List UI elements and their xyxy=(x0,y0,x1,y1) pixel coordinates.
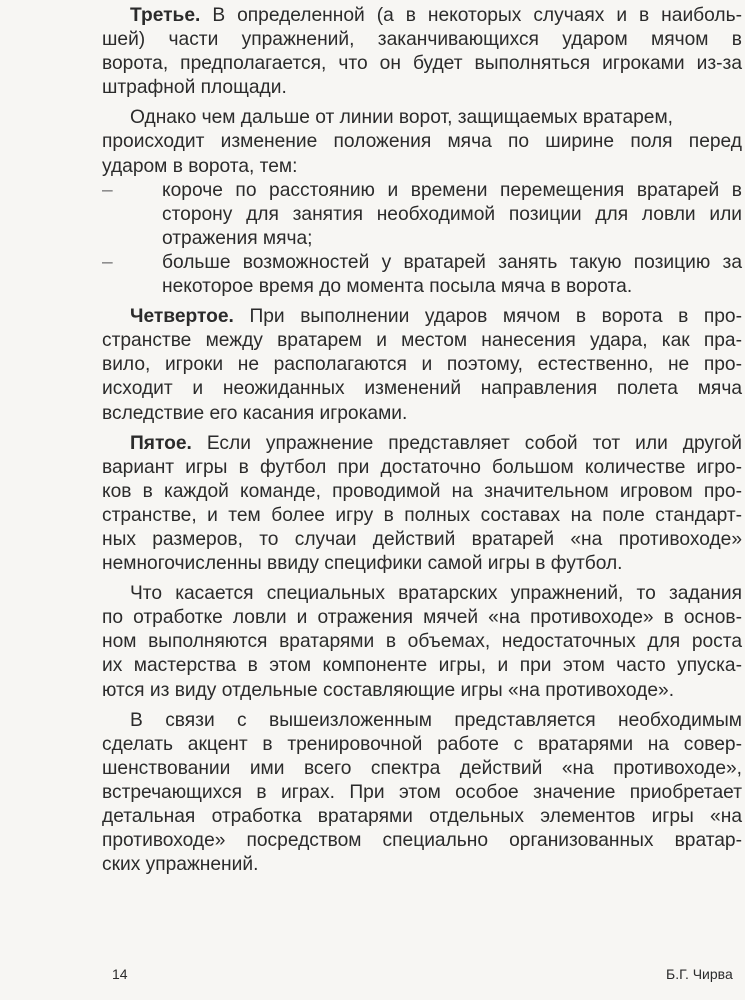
text-line: ков в каждой команде, проводимой на значительном игровом про- xyxy=(102,480,742,502)
text-line: больше возможностей у вратарей занять такую позицию за xyxy=(162,251,742,273)
text-line: ударом в ворота, тем: xyxy=(102,155,298,177)
text-line: ных размеров, то случаи действий вратарей «на противоходе» xyxy=(102,528,742,550)
text-line: сторону для занятия необходимой позиции для ловли или xyxy=(162,203,742,225)
paragraph-third xyxy=(102,4,742,100)
page-number: 14 xyxy=(112,966,128,982)
text-line: Что касается специальных вратарских упражнений, то задания xyxy=(130,583,742,605)
text-line: вследствие его касания игроками. xyxy=(102,402,408,424)
paragraph-lead: Четвертое. xyxy=(130,306,234,328)
dash-bullet: – xyxy=(102,179,113,201)
list-item xyxy=(102,179,742,251)
text-line: по отработке ловли и отражения мячей «на противоходе» в основ- xyxy=(102,607,742,629)
paragraph-however xyxy=(102,106,742,178)
text-line: странстве между вратарем и местом нанесения удара, как пра- xyxy=(102,330,742,352)
text-line: ются из виду отдельные составляющие игры «на противоходе». xyxy=(102,679,675,701)
text-line: В определенной (а в некоторых случаях и в наиболь- xyxy=(212,5,742,26)
text-line: шенствовании ими всего спектра действий «на противоходе», xyxy=(102,757,742,779)
text-line: противоходе» посредством специально организованных вратар- xyxy=(102,830,742,852)
text-line: вариант игры в футбол при достаточно большом количестве игро- xyxy=(102,456,742,478)
text-line: короче по расстоянию и времени перемещения вратарей в xyxy=(162,179,742,201)
text-line: происходит изменение положения мяча по ширине поля перед xyxy=(102,131,742,153)
text-line: исходит и неожиданных изменений направления полета мяча xyxy=(102,378,742,400)
text-line: детальная отработка вратарями отдельных элементов игры «на xyxy=(102,806,742,827)
text-line: некоторое время до момента посыла мяча в ворота. xyxy=(162,276,633,298)
text-line: Если упражнение представляет собой тот или другой xyxy=(206,432,742,454)
text-line: немногочисленны ввиду специфики самой игры в футбол. xyxy=(102,553,623,575)
paragraph-fifth xyxy=(102,432,742,577)
text-line: отражения мяча; xyxy=(162,227,313,249)
paragraph-special-exercises xyxy=(102,582,742,702)
text-line: Однако чем дальше от линии ворот, защищаемых вратарем, xyxy=(130,107,673,129)
text-line: сделать акцент в тренировочной работе с вратарями на совер- xyxy=(102,733,742,755)
paragraph-lead: Третье. xyxy=(130,5,201,26)
dash-bullet: – xyxy=(102,251,113,273)
text-line: шей) части упражнений, заканчивающихся ударом мячом в xyxy=(102,29,742,51)
text-line: встречающихся в играх. При этом особое значение приобретает xyxy=(102,781,742,803)
paragraph-lead: Пятое. xyxy=(130,432,192,454)
list-item xyxy=(102,251,742,299)
text-line: ворота, предполагается, что он будет выполняться игроками из-за xyxy=(102,53,742,75)
author-name: Б.Г. Чирва xyxy=(666,966,733,982)
text-line: вило, игроки не располагаются и поэтому, естественно, не про- xyxy=(102,354,742,376)
text-line: В связи с вышеизложенным представляется необходимым xyxy=(130,709,742,731)
text-line: штрафной площади. xyxy=(102,77,287,99)
paragraph-conclusion xyxy=(102,709,742,878)
text-line: При выполнении ударов мячом в ворота в про- xyxy=(249,306,742,328)
text-line: ских упражнений. xyxy=(102,854,259,876)
text-line: их мастерства в этом компоненте игры, и при этом часто упуска- xyxy=(102,655,742,677)
text-line: странстве, и тем более игру в полных составах на поле стандарт- xyxy=(102,504,742,526)
paragraph-fourth xyxy=(102,305,742,425)
page-body xyxy=(102,4,742,877)
text-line: ном выполняются вратарями в объемах, недостаточных для роста xyxy=(102,631,742,653)
